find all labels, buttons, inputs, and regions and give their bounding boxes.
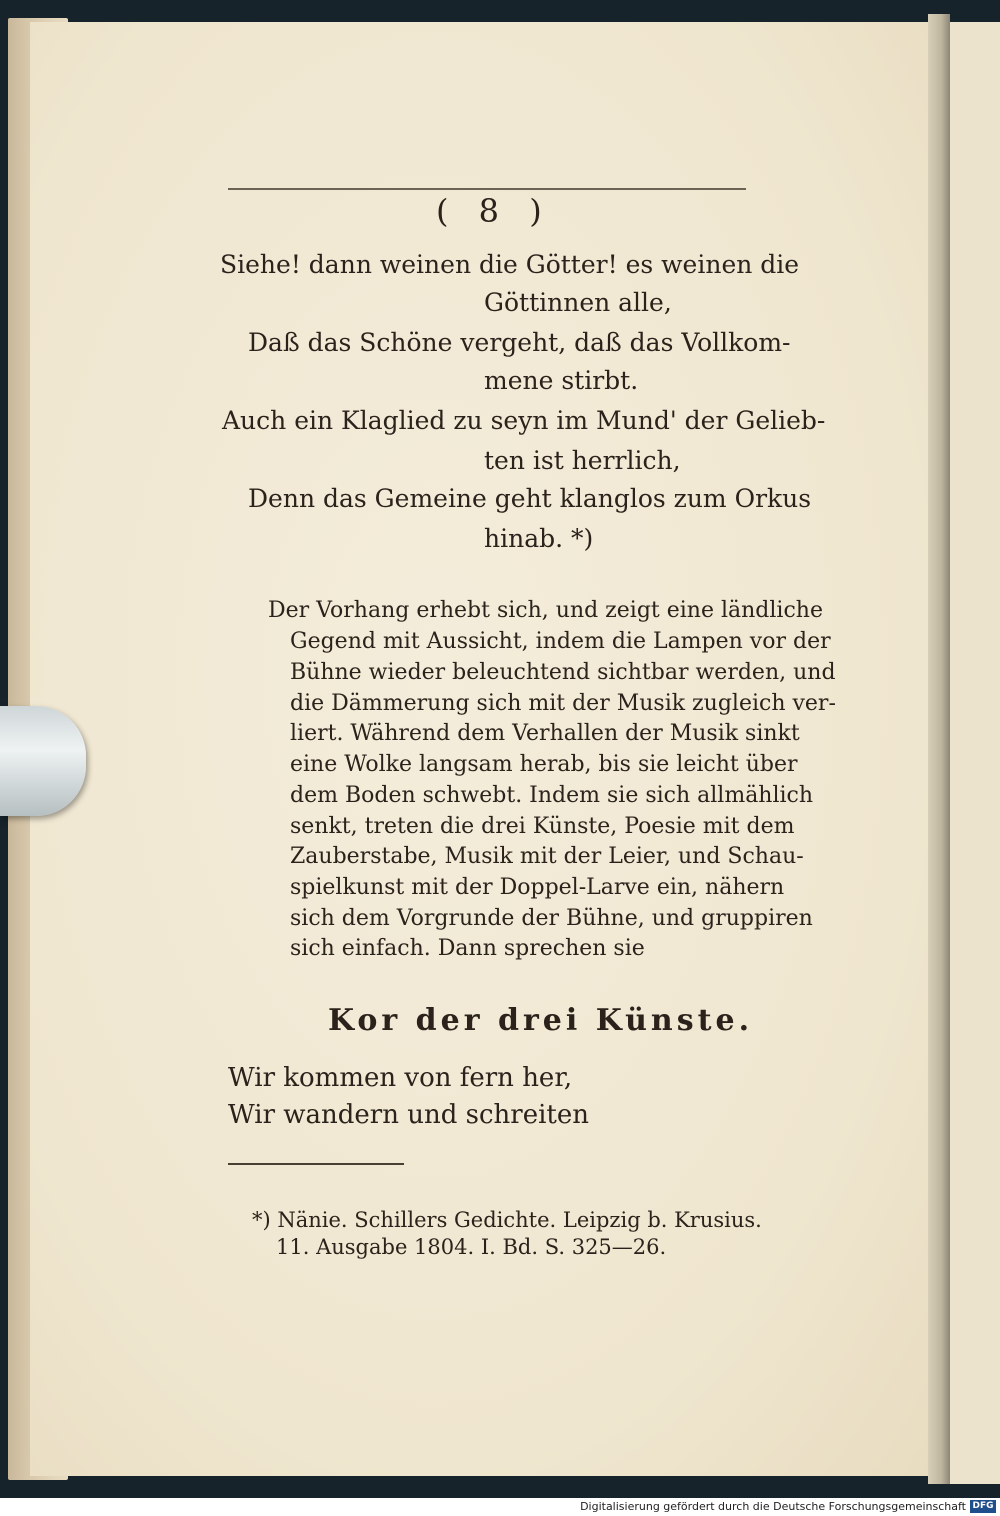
verse-line: hinab. *) bbox=[484, 524, 594, 553]
verse-line: Daß das Schöne vergeht, daß das Vollkom- bbox=[248, 328, 791, 357]
stage-direction-line: Der Vorhang erhebt sich, und zeigt eine ländliche bbox=[268, 598, 823, 623]
stage-direction-line: senkt, treten die drei Künste, Poesie mit dem bbox=[290, 814, 795, 839]
stage-direction-line: die Dämmerung sich mit der Musik zugleich ver- bbox=[290, 691, 836, 716]
book-gutter bbox=[928, 14, 950, 1484]
stage-direction-line: spielkunst mit der Doppel-Larve ein, nähern bbox=[290, 875, 785, 900]
stage-direction-line: Bühne wieder beleuchtend sichtbar werden, und bbox=[290, 660, 836, 685]
footnote-line: 11. Ausgabe 1804. I. Bd. S. 325—26. bbox=[276, 1235, 667, 1259]
stage-direction-line: sich dem Vorgrunde der Bühne, und gruppiren bbox=[290, 906, 813, 931]
verse-line: Denn das Gemeine geht klanglos zum Orkus bbox=[248, 484, 812, 513]
dfg-logo: DFG bbox=[970, 1500, 996, 1513]
funding-credit: Digitalisierung gefördert durch die Deutsche Forschungsgemeinschaft bbox=[580, 1500, 966, 1513]
verse-line: Auch ein Klaglied zu seyn im Mund' der Gelieb- bbox=[222, 406, 826, 435]
stage-direction-line: dem Boden schwebt. Indem sie sich allmählich bbox=[290, 783, 814, 808]
stage-direction-line: sich einfach. Dann sprechen sie bbox=[290, 936, 645, 961]
verse-line: mene stirbt. bbox=[484, 366, 639, 395]
verse-line: ten ist herrlich, bbox=[484, 446, 681, 475]
verse-line: Göttinnen alle, bbox=[484, 288, 672, 317]
page-number: ( 8 ) bbox=[436, 192, 552, 230]
chorus-line: Wir wandern und schreiten bbox=[228, 1100, 590, 1130]
header-rule bbox=[228, 188, 746, 190]
footnote-rule bbox=[228, 1163, 404, 1165]
verse-line: Siehe! dann weinen die Götter! es weinen die bbox=[220, 250, 800, 279]
next-page-edge bbox=[948, 22, 1000, 1484]
chorus-heading: Kor der drei Künste. bbox=[328, 1003, 754, 1038]
page-clip bbox=[0, 706, 86, 816]
stage-direction-line: eine Wolke langsam herab, bis sie leicht über bbox=[290, 752, 798, 777]
stage-direction-line: liert. Während dem Verhallen der Musik sinkt bbox=[290, 721, 800, 746]
chorus-line: Wir kommen von fern her, bbox=[228, 1063, 573, 1093]
footnote-line: *) Nänie. Schillers Gedichte. Leipzig b. Krusius. bbox=[252, 1208, 762, 1232]
stage-direction-line: Gegend mit Aussicht, indem die Lampen vor der bbox=[290, 629, 831, 654]
stage-direction-line: Zauberstabe, Musik mit der Leier, und Schau- bbox=[290, 844, 804, 869]
